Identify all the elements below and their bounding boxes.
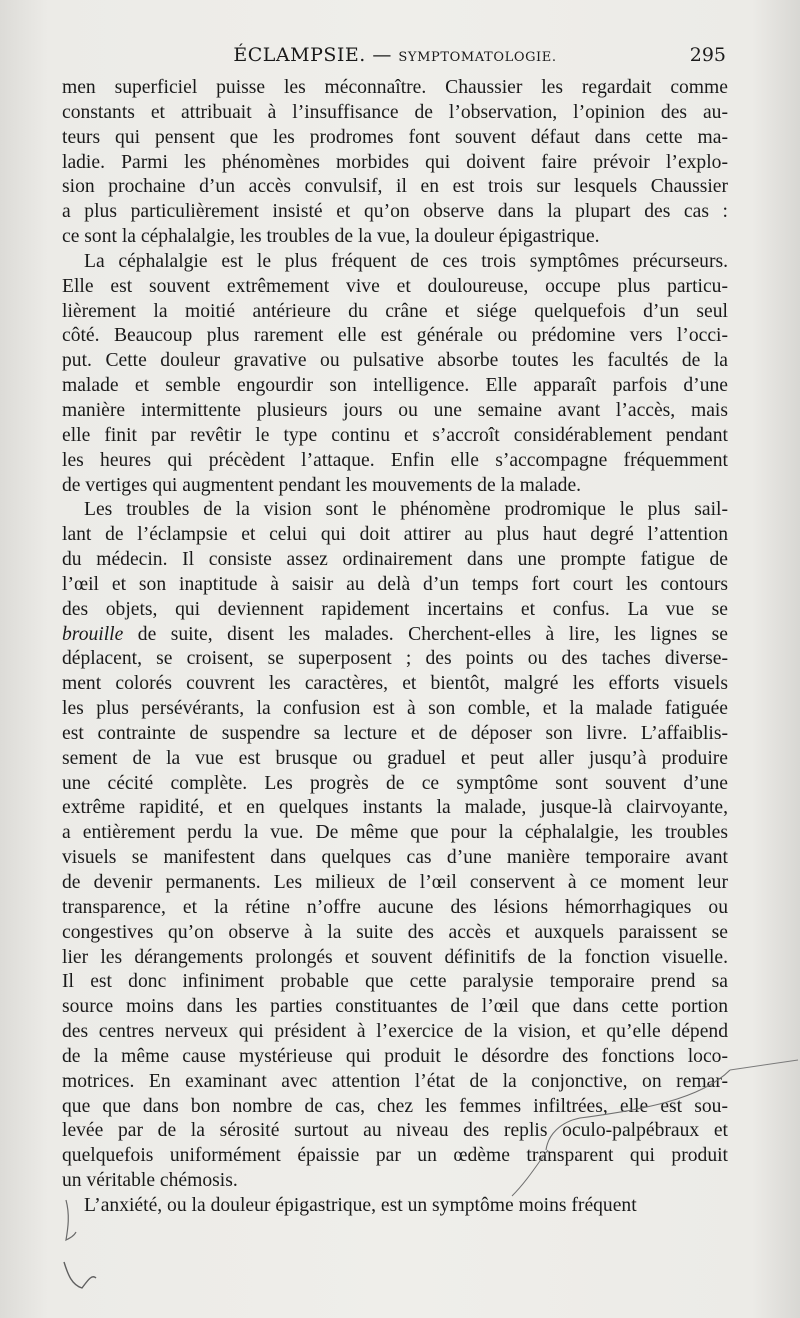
page-number: 295 (689, 44, 726, 66)
text-line: déplacent, se croisent, se superposent ; des points ou des taches diverse- (62, 648, 728, 670)
text-line: elle finit par revêtir le type continu et s’accroît considérablement pendant (62, 424, 728, 446)
body-text (62, 76, 728, 1219)
text-line: lant de l’éclampsie et celui qui doit attirer au plus haut degré l’attention (62, 524, 728, 546)
text-line: a plus particulièrement insisté et qu’on observe dans la plupart des cas : (62, 201, 728, 223)
text-line: les heures qui précèdent l’attaque. Enfin elle s’accompagne fréquemment (62, 449, 728, 471)
text-line: Les troubles de la vision sont le phénomène prodromique le plus sail- (84, 499, 728, 521)
text-line: men superficiel puisse les méconnaître. Chaussier les regardait comme (62, 77, 728, 98)
italic-word: brouille (62, 623, 124, 645)
text-line: manière intermittente plusieurs jours ou une semaine avant l’accès, mais (62, 399, 728, 421)
text-line: brouille de suite, disent les malades. Cherchent-elles à lire, les lignes se (62, 623, 728, 645)
text-line: transparence, et la rétine n’offre aucune des lésions hémorrhagiques ou (62, 896, 728, 918)
text-line: a entièrement perdu la vue. De même que pour la céphalalgie, les troubles (62, 822, 728, 844)
text-line: de devenir permanents. Les milieux de l’œil conservent à ce moment leur (62, 872, 728, 893)
text-line: Elle est souvent extrêmement vive et douloureuse, occupe plus particu- (62, 275, 728, 297)
text-line: quelquefois uniformément épaissie par un œdème transparent qui produit (62, 1145, 728, 1167)
text-line: extrême rapidité, et en quelques instants la malade, jusque-là clairvoyante, (62, 797, 728, 819)
text-line: L’anxiété, ou la douleur épigastrique, est un symptôme moins fréquent (84, 1194, 637, 1216)
text-line: teurs qui pensent que les prodromes font souvent défaut dans cette ma- (62, 126, 728, 148)
text-line: levée par de la sérosité surtout au niveau des replis oculo-palpébraux et (62, 1120, 728, 1142)
page-header (60, 40, 730, 70)
text-line: visuels se manifestent dans quelques cas d’une manière temporaire avant (62, 847, 728, 869)
paragraph (62, 76, 728, 250)
text-line: une cécité complète. Les progrès de ce symptôme sont souvent d’une (62, 772, 728, 794)
text-line: les plus persévérants, la confusion est à son comble, et la malade fatiguée (62, 698, 728, 720)
running-head-title: ÉCLAMPSIE. (233, 44, 366, 66)
running-head-section: SYMPTOMATOLOGIE. (398, 50, 557, 65)
text-line: Il est donc infiniment probable que cette paralysie temporaire prend sa (62, 971, 728, 993)
running-head-separator: — (372, 44, 392, 66)
text-line: source moins dans les parties constituantes de l’œil que dans cette portion (62, 996, 728, 1018)
text-line: constants et attribuait à l’insuffisance de l’observation, l’opinion des au- (62, 101, 728, 123)
text-line: lièrement la moitié antérieure du crâne et siége quelquefois d’un seul (62, 300, 728, 322)
text-line: put. Cette douleur gravative ou pulsative absorbe toutes les facultés de la (62, 350, 728, 372)
text-line: La céphalalgie est le plus fréquent de ces trois symptômes précurseurs. (84, 250, 728, 272)
text-line: ce sont la céphalalgie, les troubles de la vue, la douleur épigastrique. (62, 226, 600, 248)
text-line: sement de la vue est brusque ou graduel et peut aller jusqu’à produire (62, 747, 728, 769)
text-line: des centres nerveux qui président à l’exercice de la vision, et qu’elle dépend (62, 1021, 728, 1043)
text-line: de la même cause mystérieuse qui produit le désordre des fonctions loco- (62, 1045, 728, 1067)
text-line: ment colorés couvrent les caractères, et bientôt, malgré les efforts visuels (62, 673, 728, 695)
text-line: côté. Beaucoup plus rarement elle est générale ou prédomine vers l’occi- (62, 325, 728, 347)
text-line: ladie. Parmi les phénomènes morbides qui doivent faire prévoir l’explo- (62, 151, 728, 173)
paragraph (62, 1194, 728, 1219)
text-line: congestives qu’on observe à la suite des accès et auxquels paraissent se (62, 921, 728, 943)
text-line: est contrainte de suspendre sa lecture et de déposer son livre. L’affaiblis- (62, 722, 728, 744)
text-line: motrices. En examinant avec attention l’état de la conjonctive, on remar- (62, 1070, 728, 1092)
text-line: des objets, qui deviennent rapidement incertains et confus. La vue se (62, 598, 728, 620)
text-line: du médecin. Il consiste assez ordinairement dans une prompte fatigue de (62, 549, 728, 571)
paragraph (62, 250, 728, 498)
text-line: que que dans bon nombre de cas, chez les femmes infiltrées, elle est sou- (62, 1095, 728, 1117)
text-line: malade et semble engourdir son intelligence. Elle apparaît parfois d’une (62, 375, 728, 397)
text-line: lier les dérangements prolongés et souvent définitifs de la fonction visuelle. (62, 946, 728, 968)
text-line: l’œil et son inaptitude à saisir au delà d’un temps fort court les contours (62, 573, 728, 595)
paragraph (62, 498, 728, 1194)
text-line: sion prochaine d’un accès convulsif, il en est trois sur lesquels Chaussier (62, 176, 728, 198)
text-line: de vertiges qui augmentent pendant les mouvements de la malade. (62, 474, 582, 496)
running-head (60, 44, 730, 66)
text-line: un véritable chémosis. (62, 1170, 238, 1192)
